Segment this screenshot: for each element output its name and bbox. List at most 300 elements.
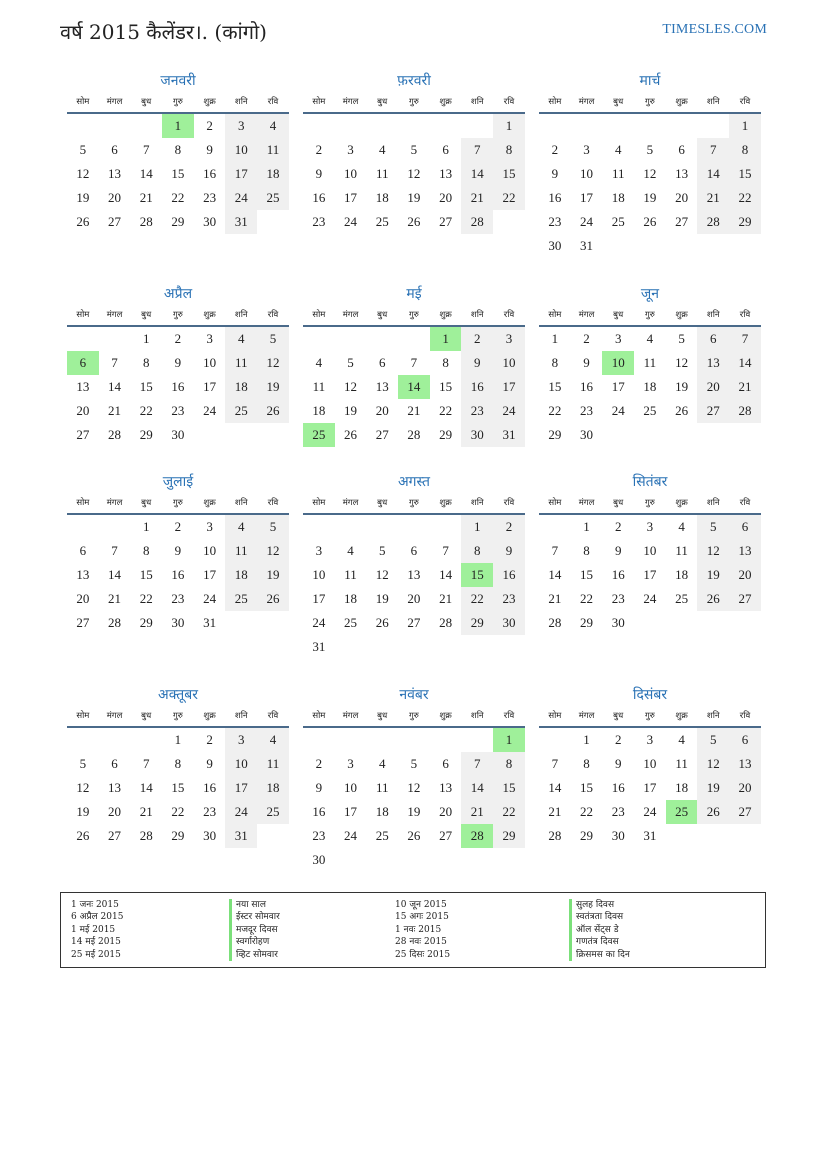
day-grid bbox=[67, 515, 289, 635]
day-cell: 4 bbox=[678, 732, 685, 747]
day-cell: 30 bbox=[171, 615, 185, 630]
weekday-label: मंगल bbox=[342, 97, 359, 107]
day-cell: 24 bbox=[643, 591, 657, 606]
day-cell: 2 bbox=[315, 756, 323, 771]
weekday-header bbox=[67, 706, 289, 728]
legend-date: 25 दिसः 2015 bbox=[395, 949, 451, 960]
weekday-header bbox=[67, 92, 289, 114]
day-cell: 10 bbox=[203, 543, 217, 558]
day-cell: 6 bbox=[697, 327, 729, 351]
day-cell: 3 bbox=[646, 732, 654, 747]
day-cell: 30 bbox=[203, 214, 217, 229]
day-cell: 23 bbox=[461, 399, 493, 423]
month-block bbox=[303, 471, 525, 659]
week-row bbox=[67, 399, 289, 423]
week-row bbox=[303, 776, 525, 800]
weekday-label: सोम bbox=[312, 97, 326, 107]
month-name: जुलाई bbox=[162, 474, 194, 490]
day-cell: 23 bbox=[611, 591, 625, 606]
day-cell: 24 bbox=[344, 828, 358, 843]
day-cell: 21 bbox=[439, 591, 453, 606]
holiday-day-cell: 28 bbox=[461, 824, 493, 848]
day-cell: 24 bbox=[493, 399, 525, 423]
empty-day-cell bbox=[366, 728, 398, 752]
week-row bbox=[303, 114, 525, 138]
day-cell: 4 bbox=[646, 331, 654, 346]
empty-day-cell bbox=[225, 611, 257, 635]
day-cell: 21 bbox=[139, 190, 153, 205]
weekday-label: बुध bbox=[613, 498, 624, 508]
day-cell: 9 bbox=[551, 166, 559, 181]
day-cell: 15 bbox=[493, 162, 525, 186]
legend-left-names bbox=[229, 899, 280, 961]
weekday-label: रवि bbox=[503, 97, 515, 107]
day-cell: 5 bbox=[257, 327, 289, 351]
day-cell: 9 bbox=[614, 543, 622, 558]
day-cell: 5 bbox=[79, 756, 87, 771]
empty-day-cell bbox=[571, 114, 603, 138]
week-row bbox=[67, 776, 289, 800]
day-cell: 8 bbox=[142, 543, 150, 558]
day-cell: 25 bbox=[611, 214, 625, 229]
week-row bbox=[67, 210, 289, 234]
day-cell: 25 bbox=[225, 587, 257, 611]
day-cell: 31 bbox=[643, 828, 657, 843]
empty-day-cell bbox=[257, 611, 289, 635]
weekday-label: गुरु bbox=[172, 310, 183, 320]
day-cell: 30 bbox=[171, 427, 185, 442]
day-cell: 19 bbox=[76, 804, 90, 819]
day-cell: 5 bbox=[697, 728, 729, 752]
week-row bbox=[539, 162, 761, 186]
day-cell: 13 bbox=[729, 752, 761, 776]
weekday-label: सोम bbox=[76, 711, 90, 721]
day-cell: 23 bbox=[493, 587, 525, 611]
page-title: वर्ष 2015 कैलेंडर।. (कांगो) bbox=[60, 20, 267, 44]
day-cell: 29 bbox=[461, 611, 493, 635]
day-cell: 5 bbox=[410, 142, 418, 157]
day-cell: 22 bbox=[493, 800, 525, 824]
week-row bbox=[303, 539, 525, 563]
day-cell: 20 bbox=[407, 591, 421, 606]
holiday-legend bbox=[60, 892, 766, 968]
day-cell: 8 bbox=[583, 756, 590, 771]
day-cell: 24 bbox=[344, 214, 358, 229]
weekday-label: रवि bbox=[739, 97, 751, 107]
legend-holiday-name: ऑल सेंट्स डे bbox=[569, 924, 630, 936]
day-cell: 3 bbox=[206, 331, 213, 346]
day-cell: 18 bbox=[225, 375, 257, 399]
day-cell: 29 bbox=[580, 828, 594, 843]
day-cell: 7 bbox=[111, 543, 118, 558]
empty-day-cell bbox=[697, 114, 729, 138]
day-cell: 17 bbox=[203, 567, 217, 582]
weekday-label: शुक्र bbox=[203, 310, 216, 320]
weekday-header bbox=[303, 706, 525, 728]
day-cell: 17 bbox=[611, 379, 625, 394]
day-cell: 23 bbox=[548, 214, 562, 229]
week-row bbox=[67, 423, 289, 447]
month-name: नवंबर bbox=[399, 687, 429, 703]
empty-day-cell bbox=[634, 234, 666, 258]
day-cell: 14 bbox=[461, 162, 493, 186]
empty-day-cell bbox=[398, 114, 430, 138]
empty-day-cell bbox=[335, 114, 367, 138]
weekday-label: शुक्र bbox=[203, 97, 216, 107]
day-cell: 21 bbox=[407, 403, 421, 418]
day-cell: 23 bbox=[203, 190, 217, 205]
week-row bbox=[303, 800, 525, 824]
weekday-label: शुक्र bbox=[675, 498, 688, 508]
empty-day-cell bbox=[335, 635, 367, 659]
day-cell: 11 bbox=[344, 567, 357, 582]
empty-day-cell bbox=[430, 635, 462, 659]
day-cell: 29 bbox=[439, 427, 453, 442]
weekday-label: बुध bbox=[613, 711, 624, 721]
day-cell: 4 bbox=[257, 114, 289, 138]
week-row bbox=[67, 587, 289, 611]
day-cell: 15 bbox=[580, 567, 594, 582]
day-cell: 27 bbox=[729, 800, 761, 824]
empty-day-cell bbox=[461, 114, 493, 138]
legend-holiday-name: मजदूर दिवस bbox=[229, 924, 280, 936]
week-row bbox=[303, 587, 525, 611]
day-cell: 15 bbox=[548, 379, 562, 394]
day-cell: 11 bbox=[611, 166, 625, 181]
week-row bbox=[67, 824, 289, 848]
day-cell: 17 bbox=[493, 375, 525, 399]
day-cell: 2 bbox=[174, 331, 182, 346]
day-cell: 18 bbox=[611, 190, 625, 205]
day-grid bbox=[303, 114, 525, 234]
empty-day-cell bbox=[99, 114, 131, 138]
day-cell: 22 bbox=[580, 591, 594, 606]
week-row bbox=[303, 138, 525, 162]
day-cell: 31 bbox=[312, 639, 326, 654]
holiday-day-cell: 15 bbox=[461, 563, 493, 587]
weekday-label: मंगल bbox=[578, 310, 595, 320]
week-row bbox=[303, 423, 525, 447]
weekday-label: शुक्र bbox=[675, 97, 688, 107]
week-row bbox=[67, 375, 289, 399]
legend-date: 25 मई 2015 bbox=[71, 949, 121, 960]
day-cell: 30 bbox=[548, 238, 562, 253]
day-cell: 1 bbox=[583, 519, 590, 534]
day-cell: 17 bbox=[580, 190, 594, 205]
day-cell: 13 bbox=[439, 780, 453, 795]
day-cell: 19 bbox=[675, 379, 689, 394]
holiday-day-cell: 6 bbox=[67, 351, 99, 375]
day-cell: 23 bbox=[171, 403, 185, 418]
day-cell: 22 bbox=[548, 403, 562, 418]
empty-day-cell bbox=[430, 515, 462, 539]
day-cell: 11 bbox=[257, 138, 289, 162]
day-grid bbox=[539, 327, 761, 447]
day-cell: 16 bbox=[203, 780, 217, 795]
weekday-label: गुरु bbox=[644, 498, 655, 508]
empty-day-cell bbox=[634, 423, 666, 447]
weekday-label: मंगल bbox=[106, 310, 123, 320]
empty-day-cell bbox=[666, 611, 698, 635]
week-row bbox=[67, 114, 289, 138]
weekday-label: बुध bbox=[377, 97, 388, 107]
day-cell: 18 bbox=[643, 379, 657, 394]
day-cell: 6 bbox=[111, 756, 118, 771]
day-cell: 7 bbox=[551, 756, 559, 771]
day-cell: 22 bbox=[139, 403, 153, 418]
day-cell: 19 bbox=[697, 776, 729, 800]
day-cell: 27 bbox=[108, 828, 122, 843]
day-cell: 7 bbox=[442, 543, 449, 558]
weekday-label: सोम bbox=[312, 498, 326, 508]
week-row bbox=[303, 611, 525, 635]
day-cell: 15 bbox=[139, 379, 153, 394]
month-block bbox=[303, 283, 525, 447]
day-cell: 4 bbox=[614, 142, 622, 157]
day-cell: 16 bbox=[461, 375, 493, 399]
empty-day-cell bbox=[335, 327, 367, 351]
empty-day-cell bbox=[366, 327, 398, 351]
empty-day-cell bbox=[366, 848, 398, 872]
week-row bbox=[303, 186, 525, 210]
weekday-label: बुध bbox=[141, 711, 152, 721]
day-grid bbox=[303, 515, 525, 659]
week-row bbox=[539, 776, 761, 800]
week-row bbox=[539, 539, 761, 563]
day-cell: 28 bbox=[729, 399, 761, 423]
month-block bbox=[67, 471, 289, 635]
empty-day-cell bbox=[257, 210, 289, 234]
day-cell: 23 bbox=[611, 804, 625, 819]
week-row bbox=[539, 728, 761, 752]
day-cell: 25 bbox=[257, 186, 289, 210]
legend-left-dates bbox=[71, 899, 123, 961]
day-cell: 18 bbox=[675, 567, 689, 582]
day-cell: 12 bbox=[257, 351, 289, 375]
week-row bbox=[303, 728, 525, 752]
weekday-label: बुध bbox=[141, 97, 152, 107]
day-cell: 16 bbox=[611, 567, 625, 582]
weekday-label: शुक्र bbox=[439, 310, 452, 320]
month-block bbox=[303, 70, 525, 234]
day-cell: 11 bbox=[225, 351, 257, 375]
empty-day-cell bbox=[493, 210, 525, 234]
day-cell: 7 bbox=[142, 142, 150, 157]
empty-day-cell bbox=[398, 848, 430, 872]
month-block bbox=[539, 70, 761, 258]
weekday-label: गुरु bbox=[644, 97, 655, 107]
day-cell: 27 bbox=[407, 615, 421, 630]
weekday-label: रवि bbox=[503, 711, 515, 721]
day-cell: 11 bbox=[675, 756, 688, 771]
legend-holiday-name: स्वर्गारोहण bbox=[229, 936, 280, 948]
weekday-label: शनि bbox=[706, 711, 720, 721]
day-cell: 28 bbox=[461, 210, 493, 234]
weekday-label: मंगल bbox=[342, 310, 359, 320]
day-cell: 6 bbox=[678, 142, 685, 157]
weekday-label: शनि bbox=[234, 498, 248, 508]
day-cell: 4 bbox=[378, 142, 386, 157]
day-cell: 20 bbox=[729, 563, 761, 587]
week-row bbox=[67, 327, 289, 351]
day-cell: 1 bbox=[729, 114, 761, 138]
day-cell: 20 bbox=[439, 190, 453, 205]
empty-day-cell bbox=[493, 848, 525, 872]
empty-day-cell bbox=[666, 423, 698, 447]
day-cell: 3 bbox=[583, 142, 590, 157]
weekday-label: शनि bbox=[706, 97, 720, 107]
day-cell: 23 bbox=[203, 804, 217, 819]
month-name: मार्च bbox=[639, 73, 661, 89]
day-cell: 28 bbox=[697, 210, 729, 234]
empty-day-cell bbox=[430, 114, 462, 138]
day-cell: 28 bbox=[548, 615, 562, 630]
day-grid bbox=[303, 728, 525, 872]
week-row bbox=[67, 563, 289, 587]
weekday-label: शनि bbox=[470, 498, 484, 508]
day-cell: 17 bbox=[225, 162, 257, 186]
day-cell: 3 bbox=[493, 327, 525, 351]
day-cell: 25 bbox=[344, 615, 358, 630]
day-cell: 5 bbox=[646, 142, 654, 157]
day-cell: 26 bbox=[76, 214, 90, 229]
day-cell: 19 bbox=[407, 190, 421, 205]
day-cell: 26 bbox=[697, 587, 729, 611]
weekday-label: रवि bbox=[267, 97, 279, 107]
empty-day-cell bbox=[225, 423, 257, 447]
weekday-label: बुध bbox=[141, 498, 152, 508]
day-cell: 8 bbox=[493, 138, 525, 162]
week-row bbox=[539, 351, 761, 375]
day-cell: 27 bbox=[697, 399, 729, 423]
empty-day-cell bbox=[335, 848, 367, 872]
day-cell: 14 bbox=[108, 379, 122, 394]
day-cell: 24 bbox=[643, 804, 657, 819]
empty-day-cell bbox=[67, 327, 99, 351]
day-cell: 29 bbox=[139, 427, 153, 442]
empty-day-cell bbox=[666, 824, 698, 848]
day-cell: 7 bbox=[551, 543, 559, 558]
day-cell: 18 bbox=[257, 776, 289, 800]
day-cell: 7 bbox=[142, 756, 150, 771]
day-cell: 13 bbox=[76, 567, 90, 582]
day-cell: 10 bbox=[344, 166, 358, 181]
week-row bbox=[539, 824, 761, 848]
weekday-label: बुध bbox=[377, 498, 388, 508]
day-cell: 4 bbox=[315, 355, 323, 370]
day-cell: 16 bbox=[611, 780, 625, 795]
day-cell: 20 bbox=[439, 804, 453, 819]
day-cell: 17 bbox=[225, 776, 257, 800]
day-cell: 29 bbox=[729, 210, 761, 234]
week-row bbox=[67, 611, 289, 635]
day-cell: 2 bbox=[206, 118, 213, 133]
weekday-label: गुरु bbox=[408, 310, 419, 320]
empty-day-cell bbox=[398, 635, 430, 659]
day-cell: 30 bbox=[493, 611, 525, 635]
site-link[interactable]: TIMESLES.COM bbox=[662, 22, 767, 37]
day-cell: 8 bbox=[174, 756, 182, 771]
weekday-label: गुरु bbox=[408, 498, 419, 508]
day-cell: 7 bbox=[111, 355, 118, 370]
week-row bbox=[303, 210, 525, 234]
day-cell: 17 bbox=[344, 190, 358, 205]
empty-day-cell bbox=[335, 728, 367, 752]
day-cell: 26 bbox=[675, 403, 689, 418]
empty-day-cell bbox=[398, 728, 430, 752]
legend-right-names bbox=[569, 899, 630, 961]
weekday-label: रवि bbox=[267, 310, 279, 320]
day-grid bbox=[67, 114, 289, 234]
day-cell: 14 bbox=[461, 776, 493, 800]
month-block bbox=[303, 684, 525, 872]
day-cell: 13 bbox=[76, 379, 90, 394]
holiday-day-cell: 1 bbox=[162, 114, 194, 138]
weekday-label: शनि bbox=[706, 310, 720, 320]
day-cell: 8 bbox=[461, 539, 493, 563]
day-cell: 27 bbox=[76, 615, 90, 630]
day-cell: 7 bbox=[729, 327, 761, 351]
day-cell: 28 bbox=[108, 615, 122, 630]
empty-day-cell bbox=[602, 234, 634, 258]
day-cell: 10 bbox=[225, 752, 257, 776]
empty-day-cell bbox=[67, 515, 99, 539]
day-cell: 3 bbox=[225, 114, 257, 138]
day-cell: 7 bbox=[697, 138, 729, 162]
empty-day-cell bbox=[430, 848, 462, 872]
day-cell: 28 bbox=[139, 214, 153, 229]
week-row bbox=[67, 539, 289, 563]
legend-date: 10 जून 2015 bbox=[395, 900, 447, 910]
day-cell: 23 bbox=[171, 591, 185, 606]
weekday-label: शुक्र bbox=[439, 498, 452, 508]
day-cell: 6 bbox=[729, 728, 761, 752]
day-cell: 16 bbox=[203, 166, 217, 181]
day-cell: 16 bbox=[171, 567, 185, 582]
month-name: अप्रैल bbox=[163, 286, 193, 302]
day-cell: 25 bbox=[375, 828, 389, 843]
day-cell: 31 bbox=[493, 423, 525, 447]
day-cell: 16 bbox=[580, 379, 594, 394]
empty-day-cell bbox=[99, 515, 131, 539]
legend-date: 1 नवः 2015 bbox=[395, 924, 442, 935]
week-row bbox=[67, 186, 289, 210]
day-cell: 2 bbox=[315, 142, 323, 157]
month-name: फ़रवरी bbox=[397, 73, 431, 89]
day-cell: 2 bbox=[461, 327, 493, 351]
day-cell: 27 bbox=[76, 427, 90, 442]
day-cell: 16 bbox=[312, 190, 326, 205]
empty-day-cell bbox=[130, 728, 162, 752]
empty-day-cell bbox=[398, 327, 430, 351]
day-cell: 3 bbox=[347, 142, 354, 157]
month-block bbox=[67, 684, 289, 848]
day-cell: 6 bbox=[729, 515, 761, 539]
day-cell: 26 bbox=[643, 214, 657, 229]
day-cell: 10 bbox=[493, 351, 525, 375]
day-cell: 12 bbox=[344, 379, 358, 394]
weekday-label: बुध bbox=[377, 310, 388, 320]
day-cell: 2 bbox=[551, 142, 559, 157]
weekday-label: सोम bbox=[548, 97, 562, 107]
day-cell: 13 bbox=[439, 166, 453, 181]
month-name: मई bbox=[406, 286, 422, 302]
month-name: जनवरी bbox=[160, 73, 196, 89]
week-row bbox=[67, 162, 289, 186]
day-cell: 19 bbox=[375, 591, 389, 606]
day-cell: 29 bbox=[171, 828, 185, 843]
day-cell: 30 bbox=[611, 615, 625, 630]
